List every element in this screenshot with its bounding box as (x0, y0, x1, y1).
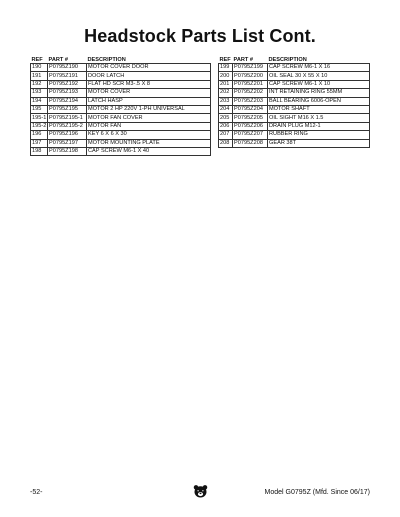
part-number-cell: P0795Z199 (233, 64, 268, 72)
table-row (31, 147, 211, 155)
description-cell: MOTOR FAN (87, 122, 211, 130)
table-row (31, 72, 211, 80)
ref-cell: 194 (31, 97, 48, 105)
description-cell: CAP SCREW M6-1 X 40 (87, 147, 211, 155)
table-row (31, 89, 211, 97)
part-number-cell: P0795Z200 (233, 72, 268, 80)
bear-head-logo-icon (193, 484, 208, 499)
part-number-cell: P0795Z190 (48, 64, 87, 72)
ref-cell: 195-2 (32, 122, 47, 129)
description-cell: KEY 6 X 6 X 30 (87, 131, 211, 139)
ref-cell: 190 (31, 64, 48, 72)
ref-cell: 192 (31, 80, 48, 88)
table-row (219, 114, 370, 122)
table-row (219, 89, 370, 97)
description-cell: LATCH HASP (87, 97, 211, 105)
ref-cell: 208 (219, 139, 233, 147)
table-row (219, 122, 370, 130)
ref-cell: 201 (219, 80, 233, 88)
table-row (219, 105, 370, 113)
table-row (31, 64, 211, 72)
part-number-cell: P0795Z191 (48, 72, 87, 80)
part-number-cell: P0795Z195 (48, 105, 87, 113)
ref-cell: 197 (31, 139, 48, 147)
description-cell: MOTOR COVER (87, 89, 211, 97)
description-cell: CAP SCREW M6-1 X 16 (268, 64, 370, 72)
part-column-header: PART # (48, 57, 68, 63)
description-cell: MOTOR SHAFT (268, 105, 370, 113)
table-row (31, 122, 211, 130)
ref-cell: 207 (219, 131, 233, 139)
ref-cell: 195 (31, 105, 48, 113)
ref-column-header: REF (31, 57, 43, 63)
description-cell: MOTOR 2 HP 220V 1-PH UNIVERSAL (87, 105, 211, 113)
part-number-cell: P0795Z207 (233, 131, 268, 139)
part-number-cell: P0795Z195-2 (48, 122, 87, 130)
description-cell: DRAIN PLUG M12-1 (268, 122, 370, 130)
table-row (31, 105, 211, 113)
description-cell: MOTOR FAN COVER (87, 114, 211, 122)
page-title: Headstock Parts List Cont. (84, 26, 316, 46)
table-row (31, 139, 211, 147)
ref-cell: 195-1 (32, 114, 47, 121)
part-number-cell: P0795Z205 (233, 114, 268, 122)
ref-cell: 191 (31, 72, 48, 80)
description-cell: RUBBER RING (268, 131, 370, 139)
ref-column-header: REF (219, 57, 231, 63)
table-row (219, 72, 370, 80)
description-cell: DOOR LATCH (87, 72, 211, 80)
description-column-header: DESCRIPTION (87, 57, 126, 63)
part-number-cell: P0795Z192 (48, 80, 87, 88)
parts-table-left (30, 54, 211, 156)
part-number-cell: P0795Z196 (48, 131, 87, 139)
ref-cell: 204 (219, 105, 233, 113)
description-cell: GEAR 38T (268, 139, 370, 147)
table-header-row (219, 54, 370, 64)
part-number-cell: P0795Z194 (48, 97, 87, 105)
table-row (219, 97, 370, 105)
part-number-cell: P0795Z208 (233, 139, 268, 147)
description-cell: INT RETAINING RING 55MM (268, 89, 370, 97)
ref-cell: 200 (219, 72, 233, 80)
part-column-header: PART # (233, 57, 253, 63)
table-row (31, 80, 211, 88)
page-number: -52- (30, 489, 43, 496)
part-number-cell: P0795Z203 (233, 97, 268, 105)
description-cell: MOTOR MOUNTING PLATE (87, 139, 211, 147)
ref-cell: 198 (31, 147, 48, 155)
description-cell: FLAT HD SCR M3-.5 X 8 (87, 80, 211, 88)
part-number-cell: P0795Z201 (233, 80, 268, 88)
part-number-cell: P0795Z193 (48, 89, 87, 97)
table-row (219, 131, 370, 139)
ref-cell: 196 (31, 131, 48, 139)
description-cell: MOTOR COVER DOOR (87, 64, 211, 72)
ref-cell: 203 (219, 97, 233, 105)
part-number-cell: P0795Z198 (48, 147, 87, 155)
description-cell: OIL SEAL 30 X 55 X 10 (268, 72, 370, 80)
table-row (31, 97, 211, 105)
table-row (219, 139, 370, 147)
description-cell: BALL BEARING 6006-OPEN (268, 97, 370, 105)
table-header-row (31, 54, 211, 64)
ref-cell: 193 (31, 89, 48, 97)
ref-cell: 199 (219, 64, 233, 72)
part-number-cell: P0795Z202 (233, 89, 268, 97)
ref-cell: 205 (219, 114, 233, 122)
table-row (219, 64, 370, 72)
description-cell: CAP SCREW M6-1 X 10 (268, 80, 370, 88)
parts-table-right (218, 54, 370, 148)
table-row (31, 131, 211, 139)
ref-cell: 206 (219, 122, 233, 130)
part-number-cell: P0795Z197 (48, 139, 87, 147)
part-number-cell: P0795Z204 (233, 105, 268, 113)
part-number-cell: P0795Z195-1 (48, 114, 87, 122)
ref-cell: 202 (219, 89, 233, 97)
table-row (31, 114, 211, 122)
part-number-cell: P0795Z206 (233, 122, 268, 130)
model-info: Model G0795Z (Mfd. Since 06/17) (264, 489, 370, 496)
description-column-header: DESCRIPTION (268, 57, 307, 63)
table-row (219, 80, 370, 88)
description-cell: OIL SIGHT M16 X 1.5 (268, 114, 370, 122)
